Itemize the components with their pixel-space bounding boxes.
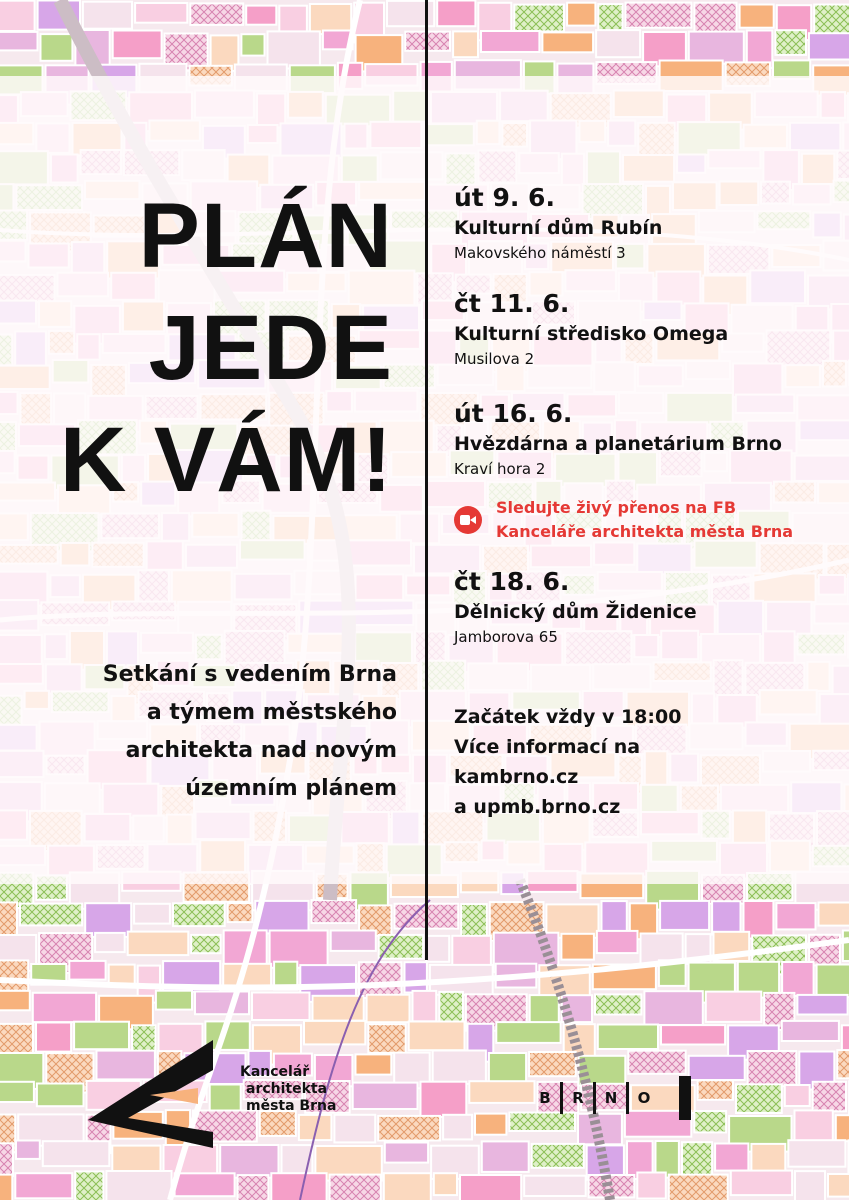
map-block <box>626 3 692 28</box>
map-block <box>334 1115 375 1143</box>
map-block <box>313 996 364 1021</box>
subtitle-line-4: územním plánem <box>185 776 397 801</box>
brno-letter: R <box>572 1089 584 1107</box>
map-block <box>75 1171 103 1200</box>
event-date: út 9. 6. <box>454 183 555 212</box>
map-block <box>268 31 320 68</box>
event-place: Kulturní středisko Omega <box>454 323 729 345</box>
map-block <box>279 6 307 34</box>
event-address: Kraví hora 2 <box>454 460 546 478</box>
brno-letter: N <box>604 1089 618 1107</box>
map-block <box>669 1175 728 1200</box>
map-block <box>331 931 376 951</box>
map-block <box>195 992 249 1015</box>
map-block <box>304 1021 365 1045</box>
map-block <box>782 962 814 996</box>
map-block <box>819 903 849 926</box>
map-block <box>385 1143 428 1163</box>
map-block <box>0 1082 34 1102</box>
map-block <box>715 1144 748 1171</box>
map-block <box>113 31 162 59</box>
map-block <box>246 6 276 25</box>
subtitle-line-2: a týmem městského <box>146 700 397 725</box>
map-block <box>85 903 131 937</box>
map-block <box>596 30 640 57</box>
map-block <box>175 1173 235 1196</box>
map-block <box>682 1142 712 1177</box>
map-block <box>16 1141 40 1159</box>
map-block <box>434 1173 457 1195</box>
map-block <box>748 1051 797 1086</box>
map-block <box>644 991 702 1025</box>
map-block <box>776 903 815 929</box>
map-block <box>689 1056 745 1080</box>
map-block <box>228 903 253 922</box>
map-block <box>238 1175 269 1200</box>
map-block <box>413 991 437 1021</box>
map-block <box>813 1082 846 1112</box>
map-block <box>698 1080 733 1100</box>
map-block <box>795 1171 825 1200</box>
map-block <box>0 1 35 31</box>
map-block <box>367 995 410 1023</box>
event-place: Hvězdárna a planetárium Brno <box>454 433 782 455</box>
map-block <box>542 32 593 52</box>
map-block <box>20 904 82 926</box>
map-block <box>731 1171 792 1196</box>
map-block <box>567 3 595 26</box>
map-block <box>241 34 264 55</box>
event-1 <box>454 182 844 264</box>
map-block <box>817 965 849 998</box>
map-block <box>785 1085 810 1106</box>
kam-line-1: Kancelář <box>240 1064 310 1080</box>
map-block <box>252 993 310 1021</box>
map-block <box>36 1023 71 1052</box>
map-block <box>378 1116 440 1141</box>
map-block <box>736 1084 782 1113</box>
title-line-3: K VÁM! <box>59 409 393 511</box>
map-block <box>379 935 423 959</box>
stream-line-2: Kanceláře architekta města Brna <box>496 522 794 541</box>
map-block <box>469 1081 534 1103</box>
map-block <box>384 1173 431 1200</box>
map-block <box>41 34 73 61</box>
map-block <box>589 1175 635 1197</box>
map-block <box>106 1171 171 1200</box>
subtitle-line-3: architekta nad novým <box>125 738 397 763</box>
map-block <box>135 3 187 23</box>
map-block <box>128 932 189 956</box>
brno-logo <box>530 1076 691 1120</box>
map-block <box>706 992 762 1022</box>
vertical-divider <box>425 0 428 960</box>
map-block <box>83 2 132 29</box>
stream-line-1: Sledujte živý přenos na FB <box>496 498 737 517</box>
map-block <box>561 934 594 960</box>
map-block <box>598 4 622 31</box>
map-block <box>405 962 427 992</box>
map-block <box>156 991 192 1010</box>
map-block <box>489 1053 526 1082</box>
map-block <box>694 1111 726 1132</box>
map-block <box>330 1175 381 1200</box>
map-block <box>788 1140 845 1167</box>
map-block <box>496 1022 560 1043</box>
map-block <box>0 960 28 990</box>
brno-letter: B <box>539 1089 551 1107</box>
map-block <box>782 1021 839 1041</box>
map-block <box>191 935 220 953</box>
map-block <box>37 1084 84 1107</box>
map-block <box>443 1115 472 1140</box>
map-block <box>837 1050 849 1078</box>
live-stream-note[interactable] <box>454 496 793 544</box>
event-date: čt 18. 6. <box>454 567 570 596</box>
info-link-kambrno[interactable]: kambrno.cz <box>454 766 579 788</box>
map-block <box>595 994 641 1014</box>
map-block <box>475 1114 506 1135</box>
event-address: Musilova 2 <box>454 350 535 368</box>
map-block <box>453 31 478 57</box>
map-block <box>809 33 849 59</box>
event-place: Kulturní dům Rubín <box>454 217 663 239</box>
map-block <box>598 1025 658 1050</box>
map-block <box>751 1144 785 1173</box>
map-block <box>797 995 847 1015</box>
map-block <box>775 30 806 55</box>
info-block <box>454 702 681 822</box>
kam-logo-icon <box>88 1040 218 1150</box>
map-block <box>433 1051 486 1084</box>
map-block <box>69 961 105 980</box>
map-block <box>481 31 539 52</box>
map-block <box>409 1022 465 1051</box>
map-block <box>661 1025 725 1044</box>
map-block <box>524 1176 586 1196</box>
map-block <box>460 1175 521 1200</box>
event-address: Jamborova 65 <box>454 628 558 646</box>
map-block <box>0 32 38 51</box>
map-block <box>637 1173 666 1199</box>
map-block <box>173 903 225 926</box>
brno-letter: O <box>637 1089 651 1107</box>
info-link-upmb[interactable]: a upmb.brno.cz <box>454 796 621 818</box>
map-block <box>356 1054 392 1074</box>
title-line-2: JEDE <box>148 297 393 399</box>
map-block <box>95 933 125 952</box>
map-block <box>689 32 744 64</box>
map-block <box>359 962 402 998</box>
map-block <box>628 1051 685 1074</box>
map-block <box>828 1174 849 1197</box>
kam-line-3: města Brna <box>246 1098 337 1114</box>
map-block <box>437 1 475 27</box>
map-block <box>271 1173 326 1200</box>
map-block <box>353 1083 418 1109</box>
map-block <box>514 5 564 32</box>
poster-subtitle <box>17 656 397 808</box>
event-address: Makovského náměstí 3 <box>454 244 626 262</box>
map-block <box>15 1173 72 1198</box>
map-block <box>426 936 449 962</box>
map-block <box>0 1175 12 1200</box>
subtitle-line-1: Setkání s vedením Brna <box>102 662 397 687</box>
event-2 <box>454 288 844 370</box>
map-block <box>190 3 243 25</box>
map-block <box>843 931 849 962</box>
stream-text <box>496 496 793 544</box>
map-block <box>532 1144 584 1168</box>
map-block <box>712 901 740 934</box>
map-block <box>33 993 96 1022</box>
video-camera-icon <box>454 506 482 534</box>
map-block <box>740 5 774 28</box>
info-start-time: Začátek vždy v 18:00 <box>454 706 682 728</box>
brno-big-bar <box>679 1076 691 1120</box>
event-place: Dělnický dům Židenice <box>454 601 697 623</box>
info-more: Více informací na <box>454 736 641 758</box>
map-block <box>482 1141 529 1172</box>
map-block <box>312 900 357 923</box>
map-block <box>0 991 30 1011</box>
map-block <box>529 1052 576 1076</box>
event-date: út 16. 6. <box>454 399 573 428</box>
map-block <box>421 1082 467 1117</box>
event-4 <box>454 566 844 648</box>
map-block <box>660 901 709 930</box>
map-block <box>836 1115 849 1141</box>
title-line-1: PLÁN <box>138 185 393 287</box>
map-block <box>134 904 170 924</box>
poster-title <box>60 180 393 516</box>
event-3 <box>454 398 844 480</box>
map-block <box>597 931 638 953</box>
kam-line-2: architekta <box>246 1081 328 1097</box>
map-block <box>0 1143 13 1176</box>
kam-name <box>240 1064 336 1115</box>
map-block <box>439 992 463 1022</box>
event-date: čt 11. 6. <box>454 289 570 318</box>
map-block <box>368 1024 405 1053</box>
